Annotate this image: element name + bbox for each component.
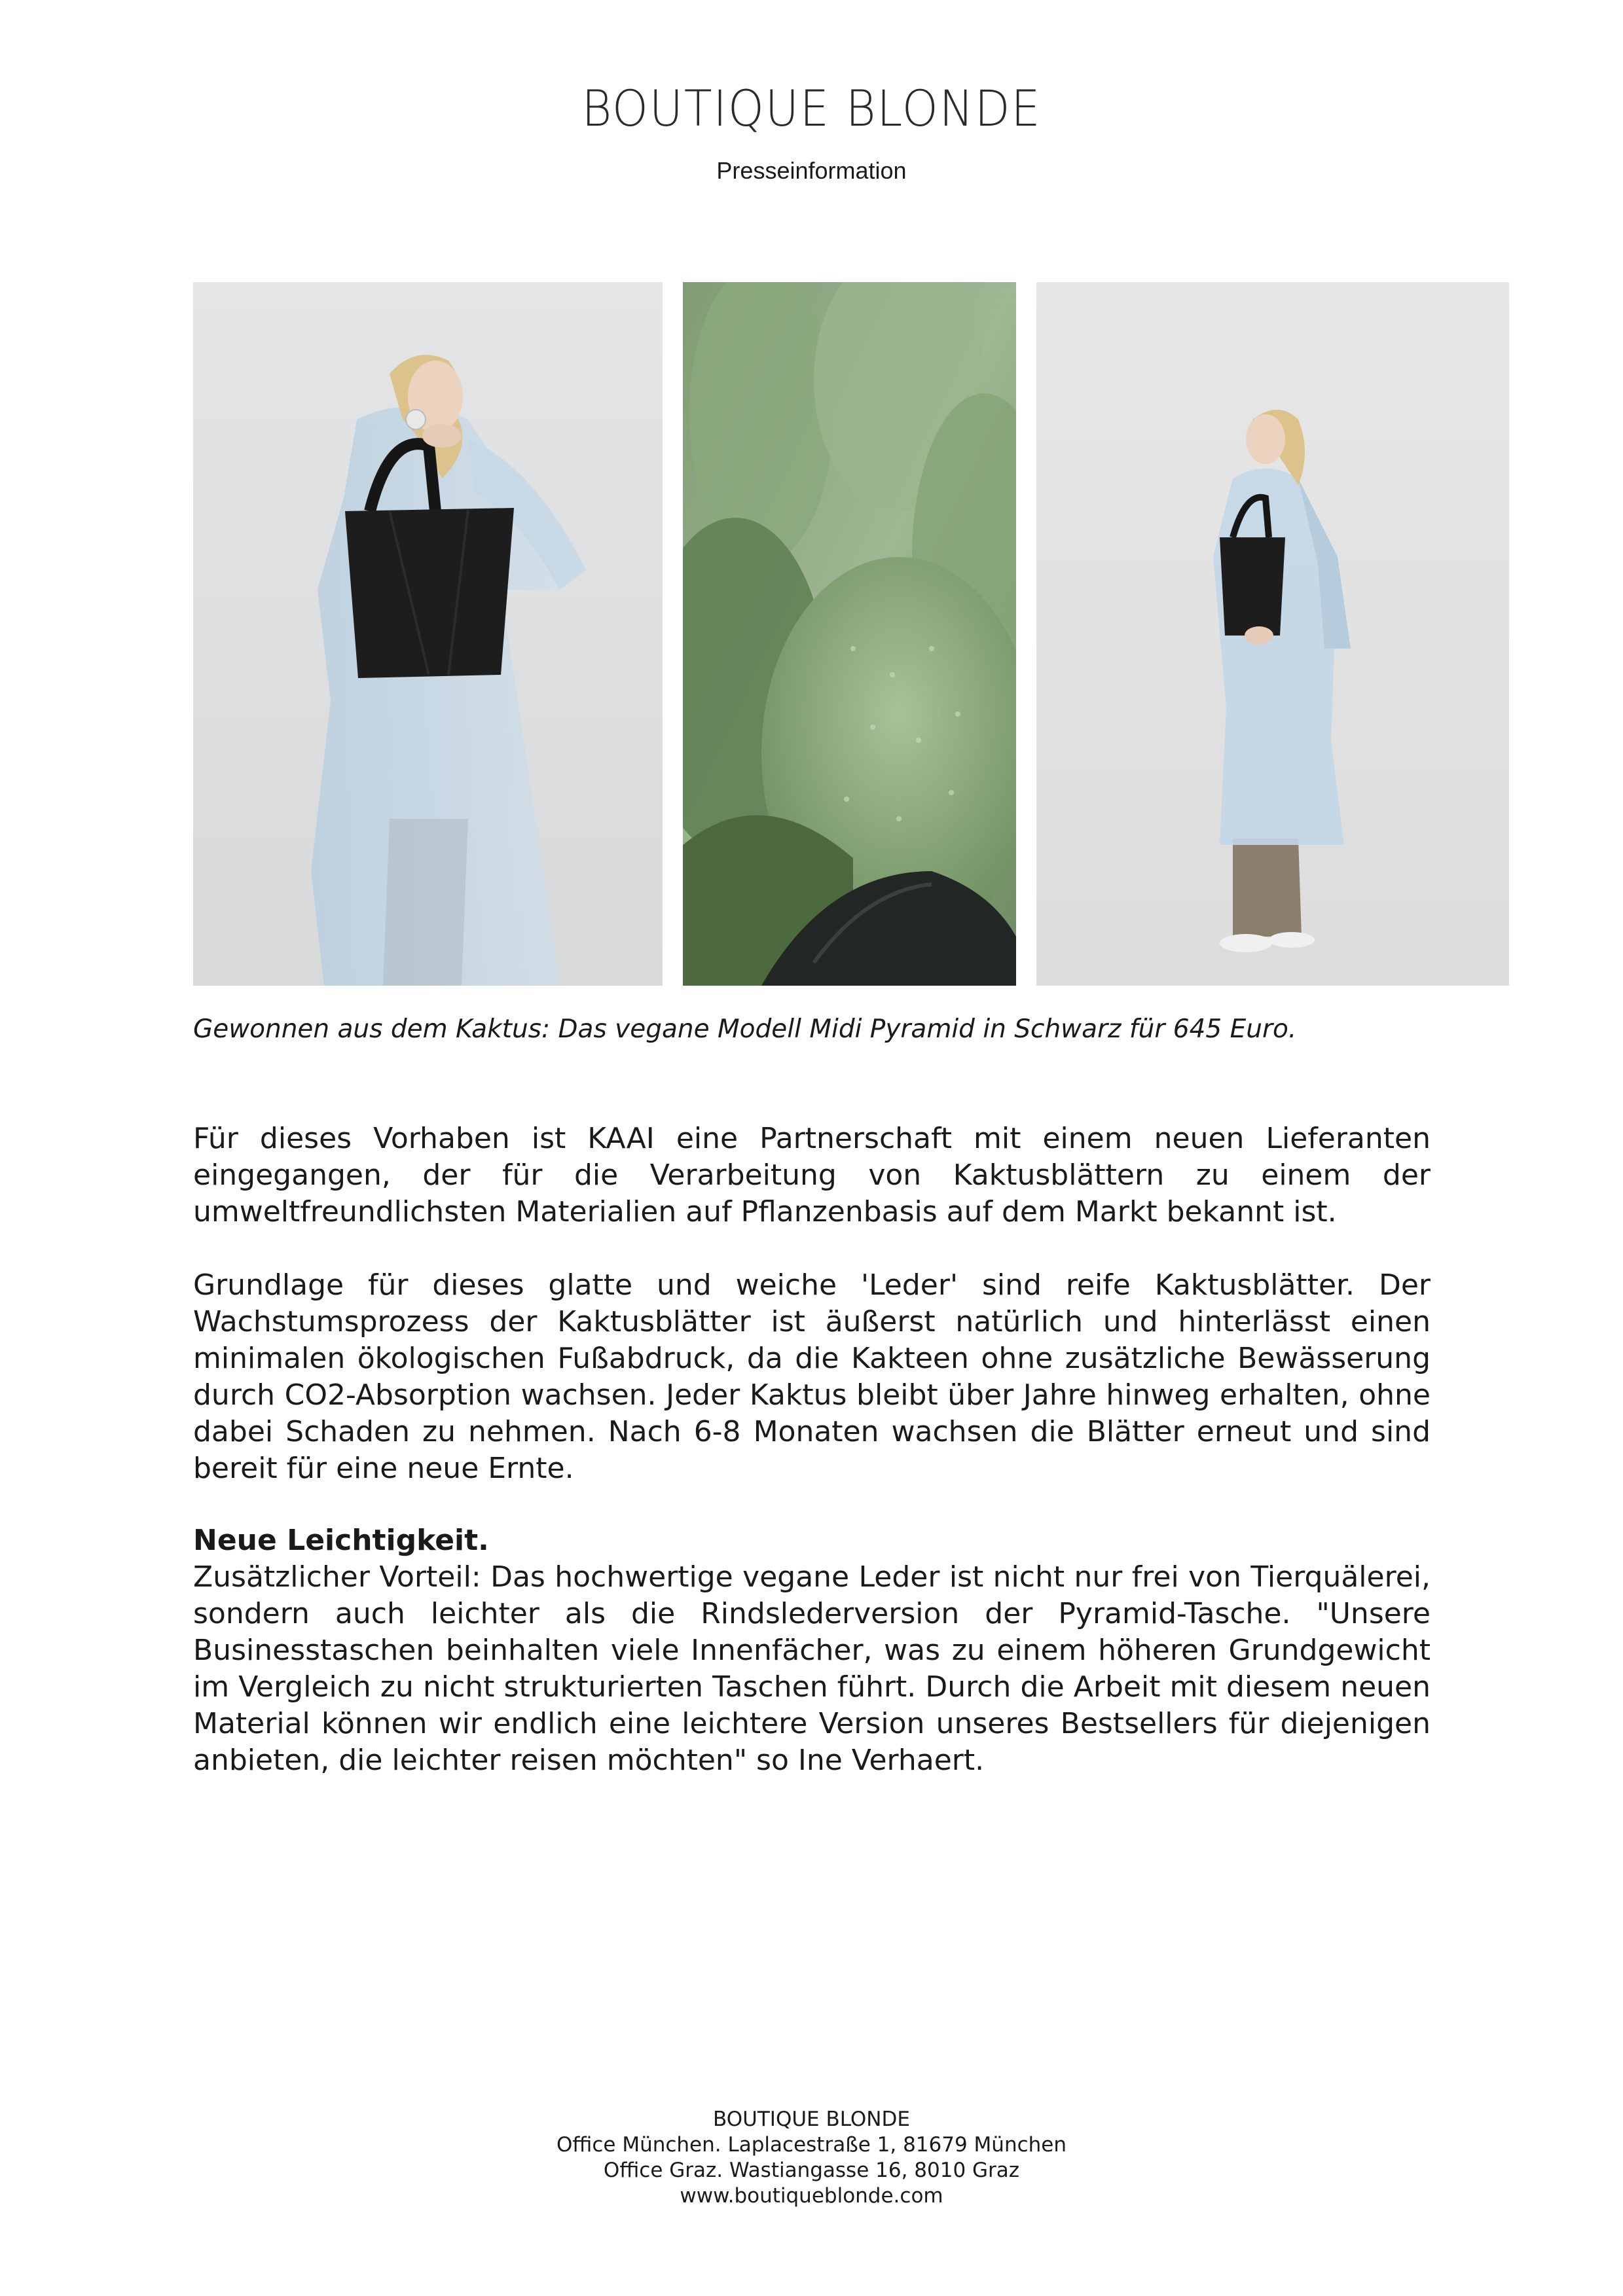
footer-office-graz: Office Graz. Wastiangasse 16, 8010 Graz: [603, 2159, 1020, 2182]
paragraph-partnership: Für dieses Vorhaben ist KAAI eine Partnerschaft mit einem neuen Lieferanten eingegangen, der für die Verarbeitung von Kaktusblättern zu einem der umweltfreundlichsten Materialien auf Pflanzenbasis auf dem Markt bekannt ist.: [193, 1122, 1431, 1229]
paragraph-cactus-leather: Grundlage für dieses glatte und weiche 'Leder' sind reife Kaktusblätter. Der Wachstumsprozess der Kaktusblätter ist äußerst natürlich und hinterlässt einen minimalen ökologischen Fußabdruck, da die Kakteen ohne zusätzliche Bewässerung durch CO2-Absorption wachsen. Jeder Kaktus bleibt über Jahre hinweg erhalten, ohne dabei Schaden zu nehmen. Nach 6-8 Monaten wachsen die Blätter erneut und sind bereit für eine neue Ernte.: [193, 1268, 1431, 1485]
document-subtitle: Presseinformation: [716, 157, 907, 184]
paragraph-lightness: Zusätzlicher Vorteil: Das hochwertige vegane Leder ist nicht nur frei von Tierquälerei, sondern auch leichter als die Rindslederversion der Pyramid-Tasche. "Unsere Businesstaschen beinhalten viele Innenfächer, was zu einem höheren Grundgewicht im Vergleich zu nicht strukturierten Taschen führt. Durch die Arbeit mit diesem neuen Material können wir endlich eine leichtere Version unseres Bestsellers für diejenigen anbieten, die leichter reisen möchten" so Ine Verhaert.: [193, 1560, 1431, 1777]
footer-office-munich: Office München. Laplacestraße 1, 81679 München: [556, 2133, 1067, 2157]
footer-website-link[interactable]: www.boutiqueblonde.com: [680, 2184, 943, 2208]
section-heading: Neue Leichtigkeit.: [193, 1524, 489, 1557]
footer-company: BOUTIQUE BLONDE: [713, 2108, 910, 2131]
photo-caption: Gewonnen aus dem Kaktus: Das vegane Modell Midi Pyramid in Schwarz für 645 Euro.: [193, 1014, 1297, 1044]
model-side-view-photo: [193, 282, 663, 986]
brand-logo: BOUTIQUE BLONDE: [581, 79, 1042, 137]
model-profile-photo: [1036, 282, 1509, 986]
cactus-leather-closeup-photo: [683, 282, 1016, 986]
